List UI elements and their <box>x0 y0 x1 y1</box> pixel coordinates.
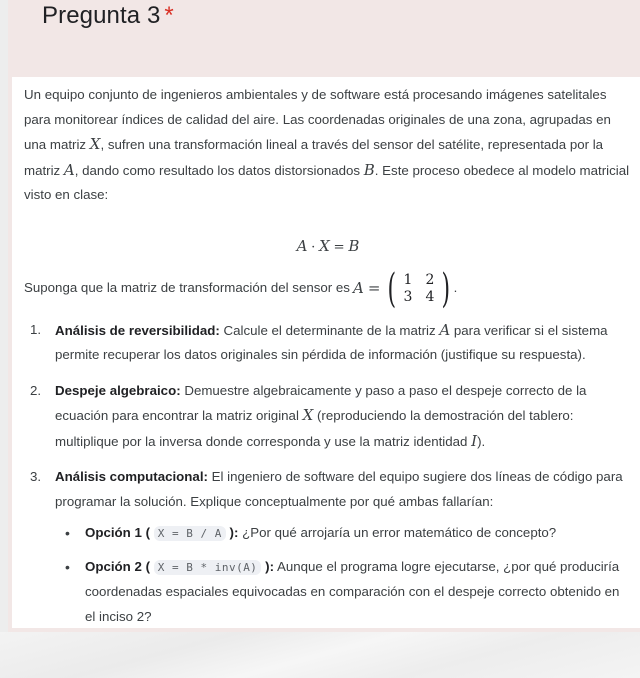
intro-text: , sufren una transformación lineal a través del sensor del satélite, representada por la matriz <box>24 137 604 178</box>
matrix-var-a: A <box>352 279 364 298</box>
task-number: 1. <box>30 321 42 337</box>
matrix-open-paren: ( <box>387 265 397 312</box>
eq-b: B <box>348 236 360 255</box>
task-item-3 <box>24 465 632 629</box>
option-text: ¿Por qué arrojaría un error matemático de concepto? <box>238 525 557 540</box>
matrix-period: . <box>453 280 458 296</box>
task-item-2 <box>24 379 632 455</box>
eq-a: A <box>296 236 308 255</box>
inline-code: X = B / A <box>154 526 226 541</box>
matrix-equals: = <box>367 279 381 298</box>
math-var-i: I <box>471 431 478 450</box>
intro-text: , dando como resultado los datos distorsionados <box>74 162 364 178</box>
matrix-equation <box>24 234 632 258</box>
question-title <box>42 2 174 30</box>
intro-text: Un equipo conjunto de ingenieros ambientales y de software está procesando imágenes satelitales para monitorear índices de calidad del aire. Las coordenadas originales de una zona, agrupadas en una matriz <box>24 87 611 152</box>
task-title: Análisis computacional: <box>55 469 208 484</box>
bullet-icon: • <box>65 558 70 575</box>
math-var-x: X <box>302 406 314 424</box>
matrix-a <box>384 265 453 312</box>
matrix-cell: 4 <box>425 288 435 305</box>
intro-paragraph <box>24 83 632 208</box>
task-text: Demuestre algebraicamente y paso a paso el despeje correcto de la ecuación para encontrar la matriz original <box>55 382 587 423</box>
task-text: El ingeniero de software del equipo sugiere dos líneas de código para programar la solución. Explique conceptualmente por qué ambas fallarían: <box>55 469 623 509</box>
math-var-a: A <box>63 160 75 179</box>
option-label: Opción 1 ( <box>85 525 151 540</box>
matrix-values <box>400 272 438 306</box>
matrix-statement-text: Suponga que la matriz de transformación del sensor es <box>24 280 350 296</box>
task-title: Despeje algebraico: <box>55 382 181 398</box>
bullet-icon: • <box>65 525 70 541</box>
task-number: 3. <box>30 469 42 484</box>
question-body <box>12 77 640 628</box>
task-text: ). <box>477 433 486 449</box>
question-title-text: Pregunta 3 <box>42 2 161 29</box>
intro-text: . Este proceso obedece al modelo matricial visto en clase: <box>24 162 630 202</box>
task-number: 2. <box>30 382 42 398</box>
task-text: para verificar si el sistema permite recuperar los datos originales sin pérdida de información (justifique su respuesta). <box>55 322 608 362</box>
task-item-1 <box>24 318 632 368</box>
matrix-close-paren: ) <box>441 265 451 312</box>
option-text: Aunque el programa logre ejecutarse, ¿por qué produciría coordenadas espaciales equivocadas en comparación con el despeje correcto obtenido en el inciso 2? <box>85 558 620 624</box>
eq-dot: · <box>311 239 316 255</box>
math-var-a: A <box>439 320 451 339</box>
option-label: Opción 2 ( <box>85 558 151 574</box>
code-options-list <box>55 521 632 629</box>
task-title: Análisis de reversibilidad: <box>55 322 220 338</box>
matrix-cell: 3 <box>403 288 413 305</box>
eq-x: X <box>319 236 330 255</box>
inline-code: X = B * inv(A) <box>154 560 262 575</box>
option-item-1 <box>55 521 632 547</box>
task-text: (reproduciendo la demostración del tablero: multiplique por la inversa donde corresponda y use la matriz identidad <box>55 408 574 449</box>
task-text: Calcule el determinante de la matriz <box>219 322 440 338</box>
matrix-statement <box>24 265 632 312</box>
eq-equals: = <box>333 239 345 255</box>
option-item-2 <box>55 555 632 630</box>
page-background-bottom <box>0 632 640 678</box>
math-var-x: X <box>89 135 101 153</box>
math-var-b: B <box>363 160 375 179</box>
matrix-cell: 2 <box>425 271 435 288</box>
task-list <box>24 318 632 630</box>
matrix-cell: 1 <box>403 271 413 288</box>
required-asterisk: * <box>164 2 174 29</box>
option-label-close: ): <box>265 558 274 574</box>
option-label-close: ): <box>229 525 239 540</box>
